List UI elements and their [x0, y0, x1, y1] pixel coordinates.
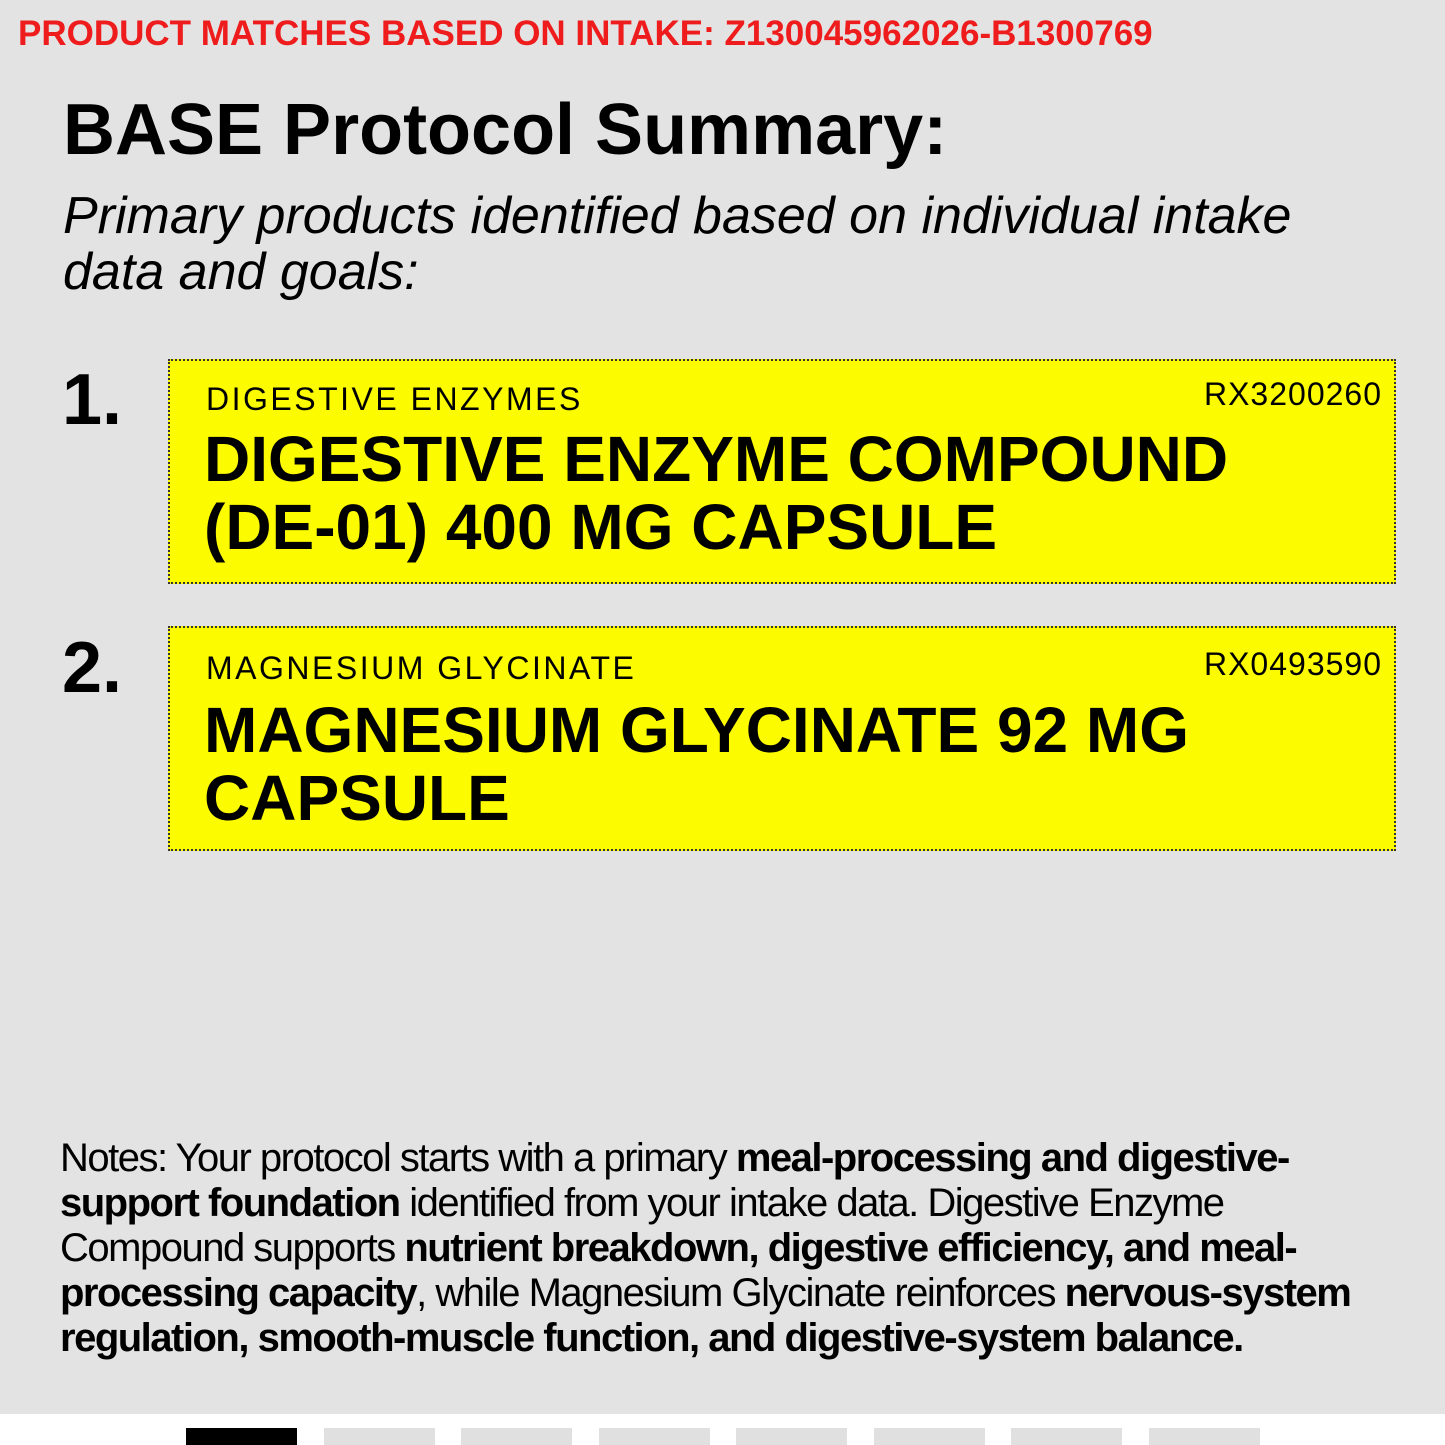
- page-dot-8[interactable]: [1149, 1428, 1260, 1445]
- page-subtitle: Primary products identified based on individual intake data and goals:: [63, 187, 1292, 301]
- protocol-notes: [60, 1136, 1390, 1361]
- notes-text: Notes: Your protocol starts with a primary: [60, 1136, 736, 1180]
- product-number: 2.: [62, 628, 123, 708]
- product-card-magnesium-glycinate[interactable]: [168, 626, 1396, 851]
- product-number: 1.: [62, 360, 123, 440]
- product-name: DIGESTIVE ENZYME COMPOUND (DE-01) 400 MG CAPSULE: [204, 423, 1229, 563]
- page-indicator: [0, 1414, 1445, 1445]
- notes-text: , while Magnesium Glycinate reinforces: [416, 1271, 1065, 1315]
- page-title: BASE Protocol Summary:: [63, 90, 948, 170]
- page-dot-6[interactable]: [874, 1428, 985, 1445]
- notes-emphasis: meal-processing and digestive-support foundation: [60, 1136, 1289, 1225]
- page-dot-2[interactable]: [324, 1428, 435, 1445]
- page-dot-5[interactable]: [736, 1428, 847, 1445]
- product-category: DIGESTIVE ENZYMES: [206, 381, 583, 417]
- page-dot-7[interactable]: [1011, 1428, 1122, 1445]
- page-dot-3[interactable]: [461, 1428, 572, 1445]
- product-rx-code: RX3200260: [1203, 376, 1382, 412]
- notes-emphasis: nervous-system regulation, smooth-muscle function, and digestive-system balance.: [60, 1271, 1351, 1360]
- notes-text: identified from your intake data. Digestive Enzyme Compound supports: [60, 1181, 1224, 1270]
- intake-match-id: PRODUCT MATCHES BASED ON INTAKE: Z130045962026-B1300769: [18, 14, 1153, 53]
- product-card-digestive-enzyme[interactable]: [168, 359, 1396, 584]
- page-dot-1[interactable]: [186, 1428, 297, 1445]
- product-category: MAGNESIUM GLYCINATE: [206, 650, 637, 686]
- product-rx-code: RX0493590: [1203, 646, 1382, 682]
- page-dot-4[interactable]: [599, 1428, 710, 1445]
- product-name: MAGNESIUM GLYCINATE 92 MG CAPSULE: [204, 694, 1189, 834]
- notes-emphasis: nutrient breakdown, digestive efficiency, and meal-processing capacity: [60, 1226, 1297, 1315]
